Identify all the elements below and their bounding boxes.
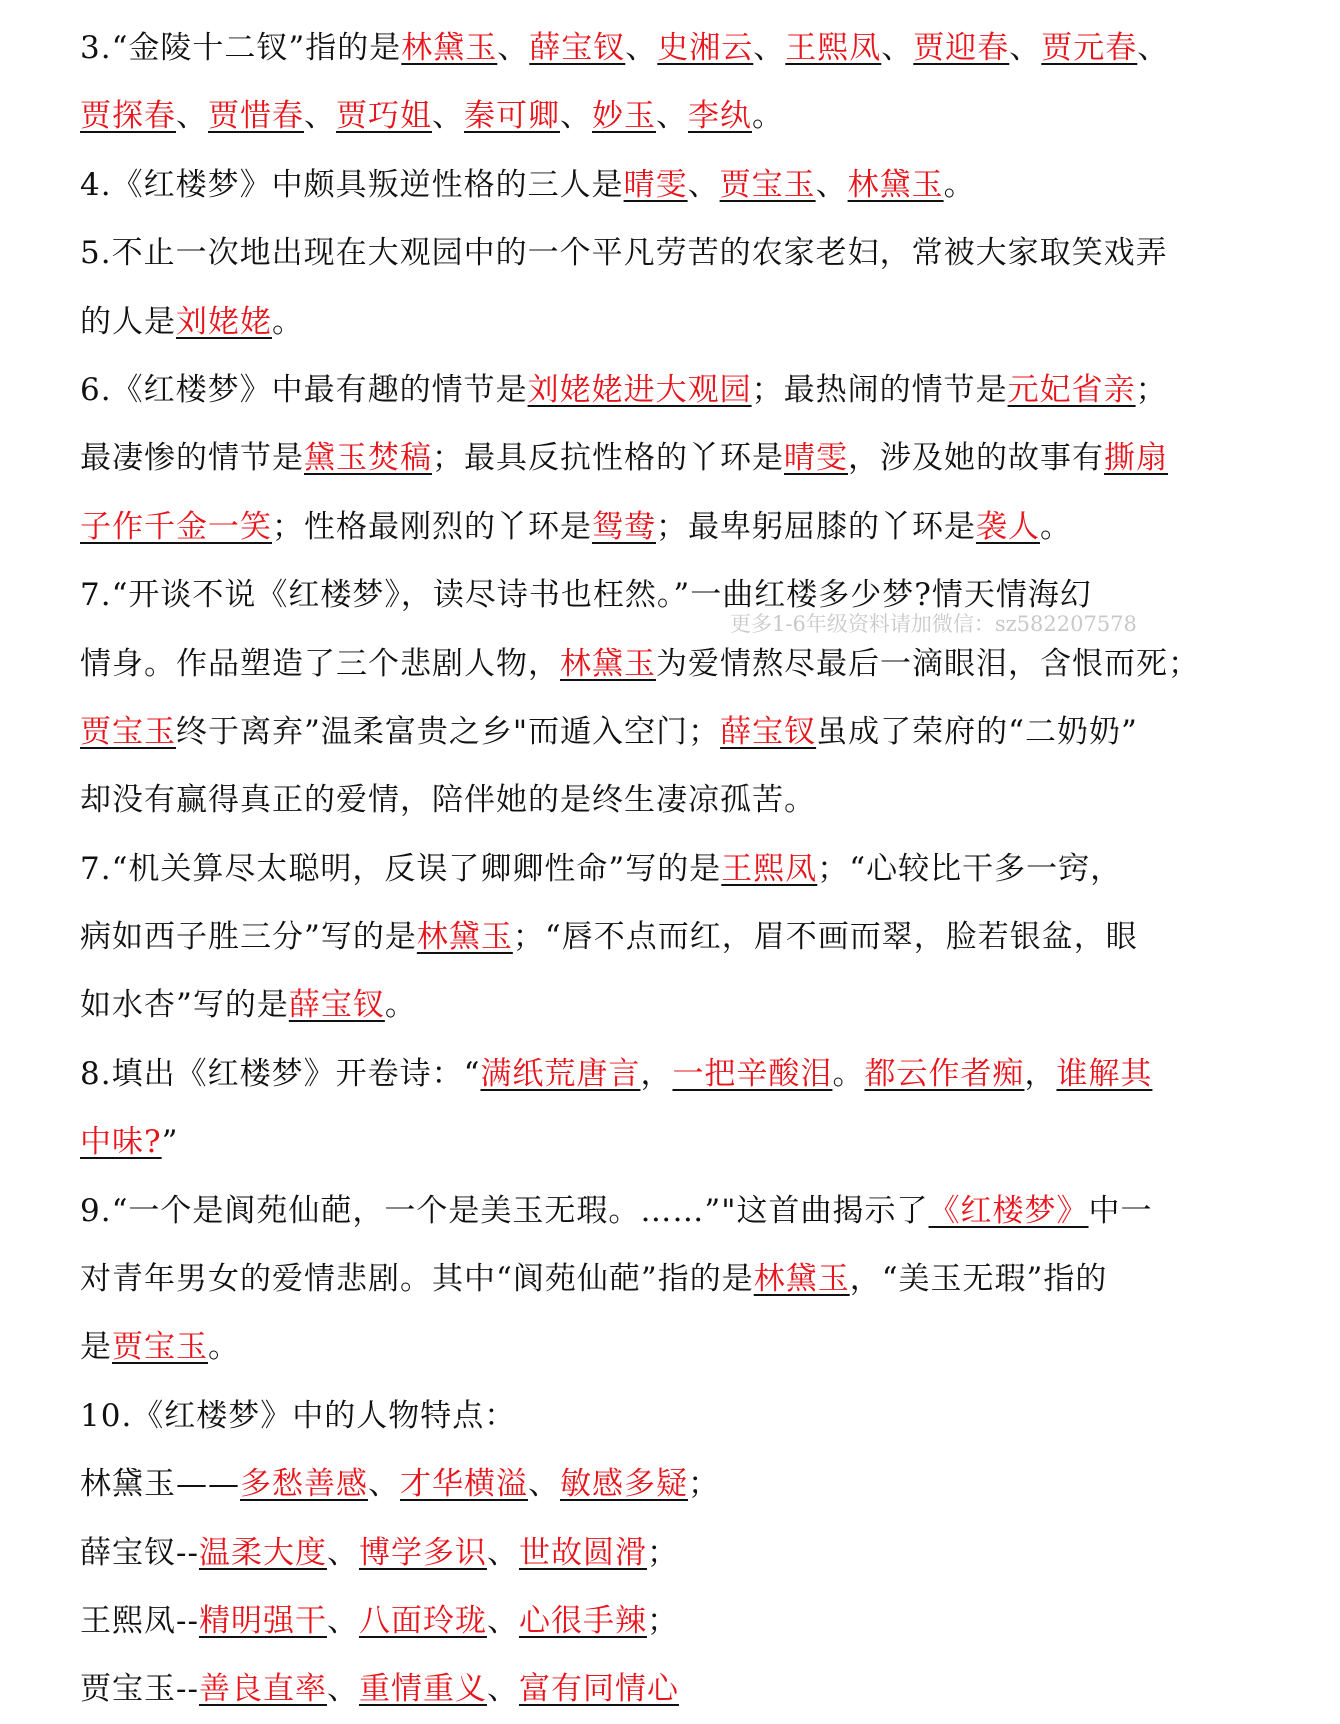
answer-text: 李纨 [688,98,752,135]
question-text: 终于离弃”温柔富贵之乡"而遁入空门； [176,713,721,750]
question-text: 、 [326,1602,359,1639]
answer-text: 多愁善感 [240,1466,368,1503]
question-text: 、 [326,1671,359,1708]
text-line [80,219,1270,287]
question-text: 、 [1137,30,1170,66]
answer-text: 子作千金一笑 [80,508,272,545]
question-text: 、 [326,1534,359,1571]
question-text: 的人是 [80,303,176,340]
answer-text: 贾宝玉 [112,1329,208,1366]
question-text: ” [161,1124,179,1161]
text-line [80,1382,1270,1450]
question-text: ，“美玉无瑕”指的 [849,1261,1108,1298]
question-text: 贾宝玉-- [80,1671,199,1708]
text-line [80,630,1270,698]
question-text: 。 [943,166,976,203]
answer-text: 刘姥姥进大观园 [527,371,752,408]
answer-text: 敏感多疑 [560,1466,688,1503]
answer-text: 元妃省亲 [1007,371,1136,408]
answer-text: 鸳鸯 [592,508,656,545]
answer-text: 贾惜春 [208,98,304,135]
question-text: ； [646,1534,679,1571]
question-text: 3.“金陵十二钗”指的是 [80,30,402,66]
question-text: 、 [687,166,720,203]
question-text: ；最卑躬屈膝的丫环是 [656,508,976,545]
question-text: 。 [752,98,784,135]
question-text: 林黛玉—— [80,1466,240,1503]
question-text: 王熙凤-- [80,1602,199,1639]
question-text: 、 [176,98,208,135]
question-text: ，涉及她的故事有 [848,440,1104,477]
question-text: 如水杏”写的是 [80,987,289,1024]
watermark: 更多1-6年级资料请加微信：sz582207578 [730,612,1137,636]
answer-text: 重情重义 [358,1671,487,1708]
question-text: 、 [656,98,688,135]
answer-text: 袭人 [976,508,1040,545]
question-text: 。 [832,1055,865,1092]
answer-text: 贾迎春 [913,30,1010,66]
text-line [80,1655,1270,1723]
answer-text: 林黛玉 [847,166,944,203]
text-line [80,356,1270,424]
question-text: 7.“开谈不说《红楼梦》，读尽诗书也枉然。”一曲红楼多少梦?情天情海幻 [80,577,1092,614]
text-line [80,698,1270,766]
text-line [80,1245,1270,1313]
answer-text: 心很手辣 [518,1602,647,1639]
answer-text: 王熙凤 [721,850,818,887]
question-text: 8.填出《红楼梦》开卷诗：“ [80,1055,481,1092]
question-text: ；“唇不点而红，眉不画而翠，脸若银盆，眼 [512,919,1138,956]
question-text: ； [1135,371,1168,408]
question-text: 病如西子胜三分”写的是 [80,919,417,956]
question-text: 、 [625,30,658,66]
question-text: 、 [486,1671,519,1708]
question-text: 为爱情熬尽最后一滴眼泪，含恨而死； [656,645,1200,682]
answer-text: 世故圆滑 [518,1534,647,1571]
answer-text: 富有同情心 [518,1671,679,1708]
answer-text: 贾巧姐 [336,98,432,135]
answer-text: 林黛玉 [560,645,656,682]
question-text: 、 [304,98,336,135]
question-text: 、 [560,98,592,135]
answer-text: 林黛玉 [753,1261,850,1298]
question-text: 、 [368,1466,400,1503]
question-text: 9.“一个是阆苑仙葩，一个是美玉无瑕。……”"这首曲揭示了 [80,1192,929,1229]
question-text: 。 [272,303,304,340]
question-text: 、 [1009,30,1042,66]
answer-text: 博学多识 [358,1534,487,1571]
question-text: 7.“机关算尽太聪明，反误了卿卿性命”写的是 [80,850,722,887]
question-text: 情身。作品塑造了三个悲剧人物， [80,645,560,682]
text-line [80,1108,1270,1176]
question-text: 6.《红楼梦》中最有趣的情节是 [80,371,528,408]
answer-text: 薛宝钗 [529,30,626,66]
text-line [80,1313,1270,1381]
question-text: 中一 [1088,1192,1153,1229]
answer-text: 中味? [80,1124,162,1161]
answer-text: 贾宝玉 [80,713,176,750]
question-text: 、 [815,166,848,203]
answer-text: 才华横溢 [400,1466,528,1503]
answer-text: 薛宝钗 [288,987,385,1024]
text-line [80,151,1270,219]
text-line [80,835,1270,903]
question-text: 对青年男女的爱情悲剧。其中“阆苑仙葩”指的是 [80,1261,754,1298]
answer-text: 妙玉 [592,98,656,135]
answer-text: 晴雯 [623,166,688,203]
question-text: 、 [881,30,914,66]
answer-text: 王熙凤 [785,30,882,66]
answer-text: 《红楼梦》 [928,1192,1089,1229]
answer-text: 贾宝玉 [719,166,816,203]
question-text: 。 [1040,508,1072,545]
question-text: 是 [80,1329,112,1366]
answer-text: 刘姥姥 [176,303,272,340]
question-text: 虽成了荣府的“二奶奶” [816,713,1138,750]
question-text: ， [640,1055,673,1092]
question-text: 4.《红楼梦》中颇具叛逆性格的三人是 [80,166,624,203]
answer-text: 精明强干 [198,1602,327,1639]
answer-text: 史湘云 [657,30,754,66]
answer-text: 黛玉焚稿 [304,440,432,477]
text-line [80,1450,1270,1518]
question-text: ， [1024,1055,1057,1092]
question-text: ；最热闹的情节是 [751,371,1008,408]
answer-text: 温柔大度 [198,1534,327,1571]
question-text: 、 [432,98,464,135]
question-text: ； [688,1466,720,1503]
answer-text: 八面玲珑 [358,1602,487,1639]
question-text: ；最具反抗性格的丫环是 [432,440,784,477]
question-text: 薛宝钗-- [80,1534,199,1571]
text-line [80,1587,1270,1655]
question-text: 5.不止一次地出现在大观园中的一个平凡劳苦的农家老妇，常被大家取笑戏弄 [80,235,1168,272]
text-line [80,288,1270,356]
question-text: ；性格最刚烈的丫环是 [272,508,592,545]
text-line [80,1040,1270,1108]
question-text: ；“心较比干多一窍， [817,850,1123,887]
question-text: 10.《红楼梦》中的人物特点： [80,1397,517,1434]
answer-text: 谁解其 [1056,1055,1153,1092]
document-body [80,14,1270,1724]
text-line [80,82,1270,150]
text-line [80,903,1270,971]
question-text: 却没有赢得真正的爱情，陪伴她的是终生凄凉孤苦。 [80,782,816,819]
answer-text: 善良直率 [198,1671,327,1708]
question-text: 。 [208,1329,240,1366]
text-line [80,14,1270,82]
text-line [80,971,1270,1039]
question-text: 、 [753,30,786,66]
question-text: 、 [486,1602,519,1639]
question-text: 最凄惨的情节是 [80,440,304,477]
question-text: ； [646,1602,679,1639]
answer-text: 满纸荒唐言 [480,1055,641,1092]
answer-text: 秦可卿 [464,98,560,135]
answer-text: 都云作者痴 [864,1055,1025,1092]
question-text: 、 [528,1466,560,1503]
text-line [80,1177,1270,1245]
question-text: 、 [486,1534,519,1571]
question-text: 、 [497,30,530,66]
answer-text: 贾探春 [80,98,176,135]
text-line [80,766,1270,834]
answer-text: 贾元春 [1041,30,1138,66]
answer-text: 薛宝钗 [720,713,817,750]
answer-text: 晴雯 [784,440,848,477]
answer-text: 一把辛酸泪 [672,1055,833,1092]
answer-text: 撕扇 [1104,440,1168,477]
answer-text: 林黛玉 [416,919,513,956]
text-line [80,493,1270,561]
question-text: 。 [384,987,417,1024]
text-line [80,1519,1270,1587]
text-line [80,424,1270,492]
answer-text: 林黛玉 [401,30,498,66]
